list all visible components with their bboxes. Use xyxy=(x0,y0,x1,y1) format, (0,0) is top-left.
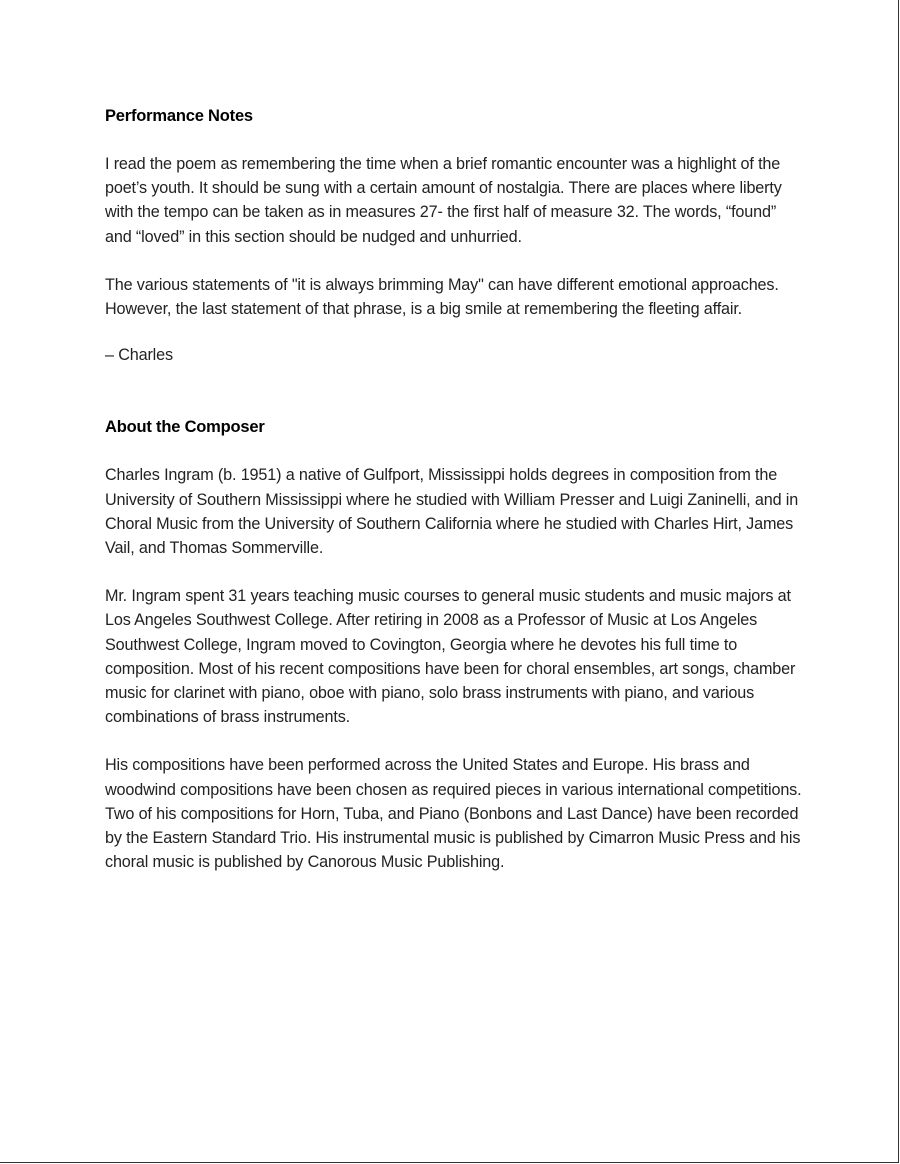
performance-notes-heading: Performance Notes xyxy=(105,107,253,125)
about-composer-paragraph-2: Mr. Ingram spent 31 years teaching music courses to general music students and music majors at Los Angeles Southwest College. After retiring in 2008 as a Professor of Music at Los Angeles Southwest College, Ingram moved to Covington, Georgia where he devotes his full time to composition. Most of his recent compositions have been for choral ensembles, art songs, chamber music for clarinet with piano, oboe with piano, solo brass instruments with piano, and various combinations of brass instruments. xyxy=(105,587,796,727)
signature: – Charles xyxy=(105,346,173,365)
performance-notes-paragraph-1: I read the poem as remembering the time when a brief romantic encounter was a highlight of the poet’s youth. It should be sung with a certain amount of nostalgia. There are places where liberty with the tempo can be taken as in measures 27- the first half of measure 32. The words, “found” and “loved” in this section should be nudged and unhurried. xyxy=(105,155,782,246)
about-composer-paragraph-1: Charles Ingram (b. 1951) a native of Gulfport, Mississippi holds degrees in composition from the University of Southern Mississippi where he studied with William Presser and Luigi Zaninelli, and in Choral Music from the University of Southern California where he studied with Charles Hirt, James Vail, and Thomas Sommerville. xyxy=(105,466,799,558)
about-composer-paragraph-3: His compositions have been performed across the United States and Europe. His brass and woodwind compositions have been chosen as required pieces in various international competitions. Two of his compositions for Horn, Tuba, and Piano (Bonbons and Last Dance) have been recorded by the Eastern Standard Trio. His instrumental music is published by Cimarron Music Press and his choral music is published by Canorous Music Publishing. xyxy=(105,756,802,872)
performance-notes-paragraph-2: The various statements of "it is always brimming May" can have different emotional approaches. However, the last statement of that phrase, is a big smile at remembering the fleeting affair. xyxy=(105,275,779,319)
page-content xyxy=(105,104,805,874)
about-composer-heading: About the Composer xyxy=(105,418,265,437)
